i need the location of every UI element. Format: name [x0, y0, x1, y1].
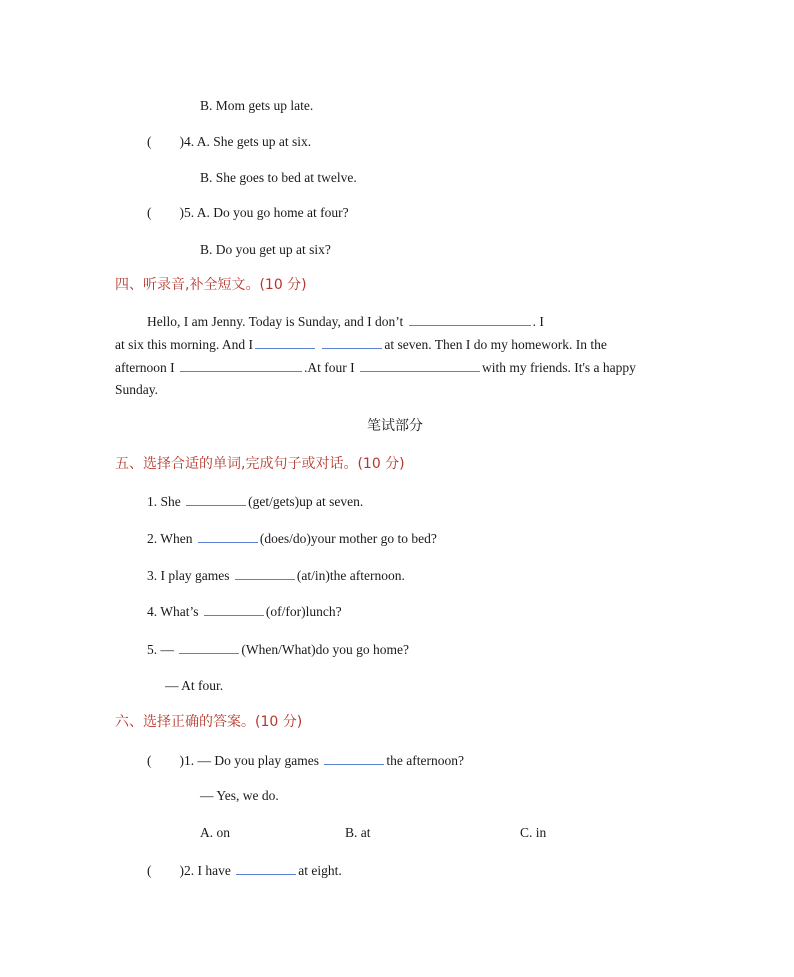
- option-b[interactable]: B. at: [345, 825, 371, 840]
- fill-blank[interactable]: [360, 358, 480, 372]
- section6-heading: 六、选择正确的答案。(10 分): [115, 714, 303, 730]
- option-c[interactable]: C. in: [520, 825, 547, 840]
- question-text: the afternoon?: [386, 753, 464, 768]
- question-text: — Do you play games: [197, 753, 319, 768]
- s5-answer-5: — At four.: [165, 678, 224, 693]
- s5-item-5: [147, 640, 409, 659]
- q5-option-a: A. Do you go home at four?: [196, 205, 349, 220]
- q4-option-a: A. She gets up at six.: [196, 134, 312, 149]
- section4-heading: 四、听录音,补全短文。(10 分): [115, 277, 307, 293]
- fill-blank[interactable]: [255, 335, 315, 349]
- s6-q2-row: [147, 861, 342, 880]
- item-text: (When/What)do you go home?: [241, 642, 409, 657]
- item-text: 2. When: [147, 531, 193, 546]
- section5-heading: 五、选择合适的单词,完成句子或对话。(10 分): [115, 456, 405, 472]
- passage-text: with my friends. It's a happy: [481, 360, 636, 375]
- s5-item-3: [147, 566, 405, 585]
- s6-q1-row: [147, 751, 464, 770]
- question-text: at eight.: [298, 863, 342, 878]
- q4-row: [147, 133, 311, 151]
- answer-paren-open[interactable]: (: [147, 753, 152, 768]
- answer-paren-open[interactable]: (: [147, 863, 152, 878]
- answer-paren-close: )1.: [179, 753, 195, 768]
- fill-blank[interactable]: [236, 861, 296, 875]
- q3-option-b: B. Mom gets up late.: [200, 98, 314, 113]
- answer-paren-open[interactable]: (: [147, 205, 152, 220]
- fill-blank[interactable]: [324, 751, 384, 765]
- passage-line-4: Sunday.: [115, 382, 158, 397]
- passage-text: at six this morning. And I: [115, 337, 253, 352]
- fill-blank[interactable]: [409, 312, 531, 326]
- s5-item-2: [147, 529, 437, 548]
- passage-text: afternoon I: [115, 360, 175, 375]
- fill-blank[interactable]: [322, 335, 382, 349]
- fill-blank[interactable]: [186, 492, 246, 506]
- s5-item-4: [147, 602, 342, 621]
- fill-blank[interactable]: [180, 358, 302, 372]
- option-a[interactable]: A. on: [200, 825, 230, 840]
- item-text: (of/for)lunch?: [265, 604, 342, 619]
- answer-paren-close: )4.: [179, 134, 195, 149]
- written-part-title: 笔试部分: [367, 418, 423, 434]
- item-text: 4. What’s: [147, 604, 199, 619]
- answer-paren-open[interactable]: (: [147, 134, 152, 149]
- fill-blank[interactable]: [198, 529, 258, 543]
- question-text: I have: [197, 863, 231, 878]
- q5-option-b: B. Do you get up at six?: [200, 242, 331, 257]
- fill-blank[interactable]: [235, 566, 295, 580]
- passage-line-3: [115, 358, 636, 377]
- passage-line-1: [147, 312, 544, 331]
- s6-q1-reply: — Yes, we do.: [200, 788, 279, 803]
- fill-blank[interactable]: [179, 640, 239, 654]
- passage-text: . I: [532, 314, 544, 329]
- item-text: 3. I play games: [147, 568, 230, 583]
- passage-text: Hello, I am Jenny. Today is Sunday, and I don’t: [147, 314, 404, 329]
- item-text: 5. —: [147, 642, 174, 657]
- fill-blank[interactable]: [204, 602, 264, 616]
- item-text: (does/do)your mother go to bed?: [259, 531, 437, 546]
- item-text: (get/gets)up at seven.: [248, 494, 364, 509]
- answer-paren-close: )5.: [179, 205, 195, 220]
- q4-option-b: B. She goes to bed at twelve.: [200, 170, 357, 185]
- s5-item-1: [147, 492, 363, 511]
- item-text: (at/in)the afternoon.: [296, 568, 405, 583]
- answer-paren-close: )2.: [179, 863, 195, 878]
- passage-text: .At four I: [303, 360, 355, 375]
- passage-line-2: [115, 335, 607, 354]
- item-text: 1. She: [147, 494, 181, 509]
- q5-row: [147, 204, 349, 222]
- passage-text: at seven. Then I do my homework. In the: [384, 337, 607, 352]
